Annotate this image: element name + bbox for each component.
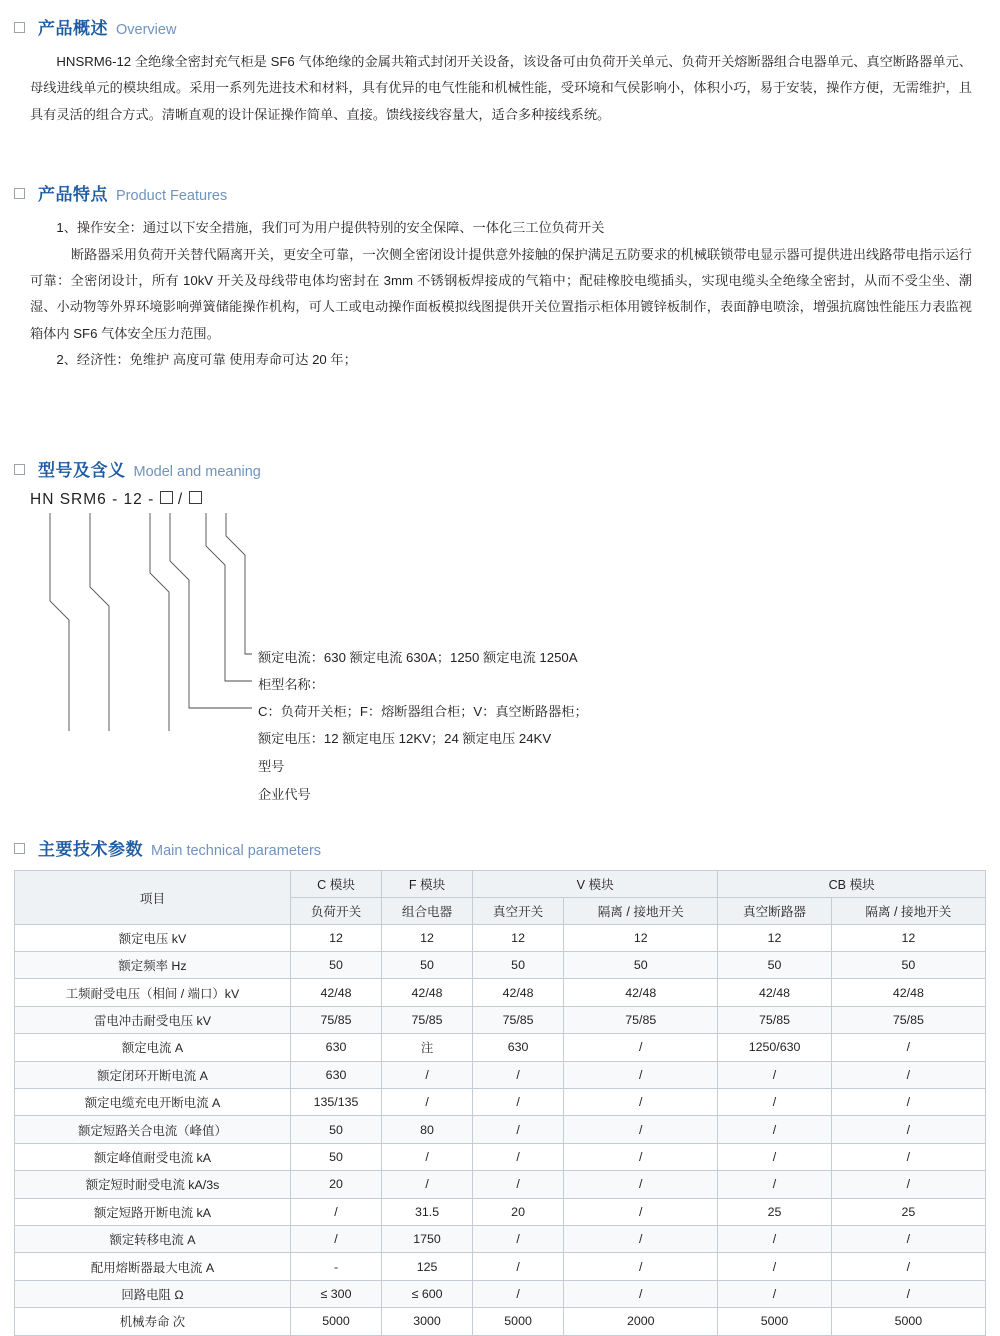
table-cell: / <box>564 1061 718 1088</box>
table-cell: 5000 <box>718 1308 831 1335</box>
group-header-c: C 模块 <box>291 870 382 897</box>
table-cell: 135/135 <box>291 1089 382 1116</box>
table-cell: / <box>564 1034 718 1061</box>
section-title-cn: 产品特点 <box>38 185 108 205</box>
table-cell: 42/48 <box>291 979 382 1006</box>
row-label: 额定短时耐受电流 kA/3s <box>15 1171 291 1198</box>
table-cell: 50 <box>291 952 382 979</box>
table-cell: / <box>831 1089 985 1116</box>
sub-header-0: 负荷开关 <box>291 897 382 924</box>
table-cell: / <box>831 1225 985 1252</box>
table-cell: / <box>382 1143 473 1170</box>
table-cell: 75/85 <box>831 1006 985 1033</box>
table-row <box>15 1198 986 1225</box>
table-cell: 1250/630 <box>718 1034 831 1061</box>
table-cell: / <box>564 1198 718 1225</box>
table-cell: / <box>564 1089 718 1116</box>
table-cell: / <box>718 1171 831 1198</box>
table-cell: 1750 <box>382 1225 473 1252</box>
model-label-company-code: 企业代号 <box>258 786 311 802</box>
table-row <box>15 924 986 951</box>
model-label-list <box>30 491 1000 802</box>
table-cell: 12 <box>718 924 831 951</box>
table-cell: / <box>718 1253 831 1280</box>
table-cell: / <box>831 1253 985 1280</box>
table-cell: 42/48 <box>382 979 473 1006</box>
row-label: 额定电流 A <box>15 1034 291 1061</box>
table-cell: 12 <box>831 924 985 951</box>
table-cell: 50 <box>291 1116 382 1143</box>
spacer-features-model-2 <box>0 426 1000 456</box>
feature-line-2: 断路器采用负荷开关替代隔离开关，更安全可靠，一次侧全密闭设计提供意外接触的保护满足五防要求的机械联锁带电显示器可提供进出线路带电指示运行可靠：全密闭设计，所有 10kV 开关及母线带电体均密封在 3mm 不锈钢板焊接成的气箱中；配硅橡胶电缆插头，实现电缆头全绝缘全密封，从而不受尘坐、潮湿、小动物等外界环境影响弹簧储能操作机构，可人工或电动操作面板模拟线图提供开关位置指示柜体用镀锌板制作，表面静电喷涂，增强抗腐蚀性能压力表监视箱体内 SF6 气体安全压力范围。 <box>30 246 972 341</box>
model-code-text: HN SRM6 - 12 - <box>30 490 155 508</box>
top-spacer <box>0 0 1000 14</box>
spacer-overview-features <box>0 128 1000 180</box>
table-cell: 42/48 <box>831 979 985 1006</box>
sub-header-4: 真空断路器 <box>718 897 831 924</box>
table-cell: 630 <box>291 1061 382 1088</box>
group-header-f: F 模块 <box>382 870 473 897</box>
table-cell: 42/48 <box>718 979 831 1006</box>
spacer-features-model <box>0 374 1000 426</box>
table-row <box>15 1171 986 1198</box>
table-cell: / <box>291 1198 382 1225</box>
table-cell: / <box>718 1280 831 1307</box>
table-row <box>15 1225 986 1252</box>
table-cell: / <box>473 1253 564 1280</box>
table-cell: 75/85 <box>718 1006 831 1033</box>
table-cell: / <box>718 1061 831 1088</box>
table-cell: / <box>831 1171 985 1198</box>
table-row <box>15 1006 986 1033</box>
table-cell: 5000 <box>473 1308 564 1335</box>
spec-table-group-row <box>15 870 986 897</box>
bullet-square-icon <box>14 22 25 33</box>
section-title-en: Main technical parameters <box>151 842 322 859</box>
table-cell: 50 <box>291 1143 382 1170</box>
row-label: 额定转移电流 A <box>15 1225 291 1252</box>
table-row <box>15 1280 986 1307</box>
table-cell: 75/85 <box>291 1006 382 1033</box>
row-label: 雷电冲击耐受电压 kV <box>15 1006 291 1033</box>
table-cell: 20 <box>473 1198 564 1225</box>
table-cell: / <box>718 1143 831 1170</box>
table-cell: / <box>291 1225 382 1252</box>
table-cell: / <box>473 1089 564 1116</box>
table-cell: - <box>291 1253 382 1280</box>
table-cell: 630 <box>291 1034 382 1061</box>
model-label-rated-current: 额定电流：630 额定电流 630A；1250 额定电流 1250A <box>258 649 578 665</box>
table-cell: 12 <box>564 924 718 951</box>
table-row <box>15 1116 986 1143</box>
row-label: 机械寿命 次 <box>15 1308 291 1335</box>
table-cell: 12 <box>291 924 382 951</box>
section-title-cn: 主要技术参数 <box>38 839 143 859</box>
spec-table-head <box>15 870 986 924</box>
table-cell: ≤ 600 <box>382 1280 473 1307</box>
table-cell: 31.5 <box>382 1198 473 1225</box>
table-cell: ≤ 300 <box>291 1280 382 1307</box>
table-row <box>15 1253 986 1280</box>
table-cell: 80 <box>382 1116 473 1143</box>
table-cell: 125 <box>382 1253 473 1280</box>
table-cell: 75/85 <box>382 1006 473 1033</box>
row-label: 额定电缆充电开断电流 A <box>15 1089 291 1116</box>
row-label: 额定短路关合电流（峰值） <box>15 1116 291 1143</box>
table-cell: / <box>382 1171 473 1198</box>
col-header-item: 项目 <box>15 870 291 924</box>
section-heading-overview <box>14 14 1000 39</box>
table-cell: 50 <box>564 952 718 979</box>
section-title-en: Overview <box>116 22 177 38</box>
table-cell: / <box>564 1171 718 1198</box>
table-cell: 42/48 <box>564 979 718 1006</box>
table-cell: 注 <box>382 1034 473 1061</box>
table-cell: / <box>564 1143 718 1170</box>
table-cell: 25 <box>831 1198 985 1225</box>
table-cell: 12 <box>473 924 564 951</box>
table-cell: 42/48 <box>473 979 564 1006</box>
section-heading-parameters <box>14 835 1000 860</box>
sub-header-1: 组合电器 <box>382 897 473 924</box>
table-cell: / <box>564 1253 718 1280</box>
table-cell: 20 <box>291 1171 382 1198</box>
group-header-v: V 模块 <box>473 870 718 897</box>
table-cell: / <box>564 1225 718 1252</box>
row-label: 工频耐受电压（相间 / 端口）kV <box>15 979 291 1006</box>
model-code: HN SRM6 - 12 - / <box>30 491 202 509</box>
table-cell: 3000 <box>382 1308 473 1335</box>
table-cell: 2000 <box>564 1308 718 1335</box>
table-row <box>15 979 986 1006</box>
table-cell: / <box>473 1116 564 1143</box>
table-cell: 50 <box>473 952 564 979</box>
feature-line-1: 1、操作安全：通过以下安全措施，我们可为用户提供特别的安全保障、一体化三工位负荷开关 <box>56 220 605 236</box>
table-cell: / <box>831 1116 985 1143</box>
section-title-en: Product Features <box>116 188 228 205</box>
table-cell: 5000 <box>291 1308 382 1335</box>
table-cell: 50 <box>382 952 473 979</box>
table-cell: 50 <box>831 952 985 979</box>
row-label: 额定峰值耐受电流 kA <box>15 1143 291 1170</box>
bullet-square-icon <box>14 464 25 475</box>
table-cell: / <box>382 1089 473 1116</box>
section-title-cn: 型号及含义 <box>38 460 126 480</box>
spacer-model-params-2 <box>0 783 1000 835</box>
row-label: 额定闭环开断电流 A <box>15 1061 291 1088</box>
table-cell: / <box>473 1171 564 1198</box>
table-cell: / <box>831 1061 985 1088</box>
bullet-square-icon <box>14 188 25 199</box>
table-cell: / <box>382 1061 473 1088</box>
table-row <box>15 1034 986 1061</box>
table-cell: 75/85 <box>564 1006 718 1033</box>
table-cell: / <box>473 1061 564 1088</box>
table-cell: / <box>718 1225 831 1252</box>
section-title-en: Model and meaning <box>133 463 261 480</box>
row-label: 配用熔断器最大电流 A <box>15 1253 291 1280</box>
sub-header-3: 隔离 / 接地开关 <box>564 897 718 924</box>
row-label: 额定频率 Hz <box>15 952 291 979</box>
row-label: 额定电压 kV <box>15 924 291 951</box>
overview-paragraph: HNSRM6-12 全绝缘全密封充气柜是 SF6 气体绝缘的金属共箱式封闭开关设备，该设备可由负荷开关单元、负荷开关熔断器组合电器单元、真空断路器单元、母线进线单元的模块组成。采用一系列先进技术和材料，具有优异的电气性能和机械性能，受环境和气侯影响小，体积小巧，易于安装，操作方便，无需维护，且具有灵活的组合方式。清晰直观的设计保证操作简单、直接。馈线接线容量大，适合多种接线系统。 <box>30 54 972 122</box>
model-label-cabinet-name: 柜型名称： <box>258 676 324 692</box>
table-row <box>15 1308 986 1335</box>
bullet-square-icon <box>14 843 25 854</box>
table-cell: / <box>831 1034 985 1061</box>
table-cell: 25 <box>718 1198 831 1225</box>
table-cell: / <box>831 1143 985 1170</box>
table-row <box>15 1143 986 1170</box>
section-title-cn: 产品概述 <box>38 19 108 38</box>
table-cell: / <box>718 1089 831 1116</box>
row-label: 额定短路开断电流 kA <box>15 1198 291 1225</box>
model-label-rated-voltage: 额定电压：12 额定电压 12KV；24 额定电压 24KV <box>258 730 552 746</box>
model-label-cabinet-types: C：负荷开关柜；F：熔断器组合柜；V：真空断路器柜； <box>258 703 588 719</box>
table-cell: / <box>564 1280 718 1307</box>
table-cell: / <box>473 1225 564 1252</box>
table-cell: / <box>473 1280 564 1307</box>
table-row <box>15 952 986 979</box>
section-heading-features <box>14 180 1000 205</box>
row-label: 回路电阻 Ω <box>15 1280 291 1307</box>
spec-table <box>14 870 986 1336</box>
table-row <box>15 1061 986 1088</box>
table-cell: / <box>564 1116 718 1143</box>
table-cell: 630 <box>473 1034 564 1061</box>
model-meaning-diagram <box>30 490 1000 802</box>
table-cell: / <box>718 1116 831 1143</box>
table-cell: 12 <box>382 924 473 951</box>
feature-line-3: 2、经济性：免维护 高度可靠 使用寿命可达 20 年； <box>56 352 357 368</box>
group-header-cb: CB 模块 <box>718 870 986 897</box>
section-heading-model <box>14 456 1000 481</box>
model-label-model: 型号 <box>258 758 285 774</box>
spec-table-body <box>15 924 986 1335</box>
spec-table-wrapper <box>14 870 986 1336</box>
table-cell: 75/85 <box>473 1006 564 1033</box>
sub-header-5: 隔离 / 接地开关 <box>831 897 985 924</box>
table-cell: 5000 <box>831 1308 985 1335</box>
table-cell: 50 <box>718 952 831 979</box>
table-cell: / <box>473 1143 564 1170</box>
sub-header-2: 真空开关 <box>473 897 564 924</box>
table-row <box>15 1089 986 1116</box>
table-cell: / <box>831 1280 985 1307</box>
